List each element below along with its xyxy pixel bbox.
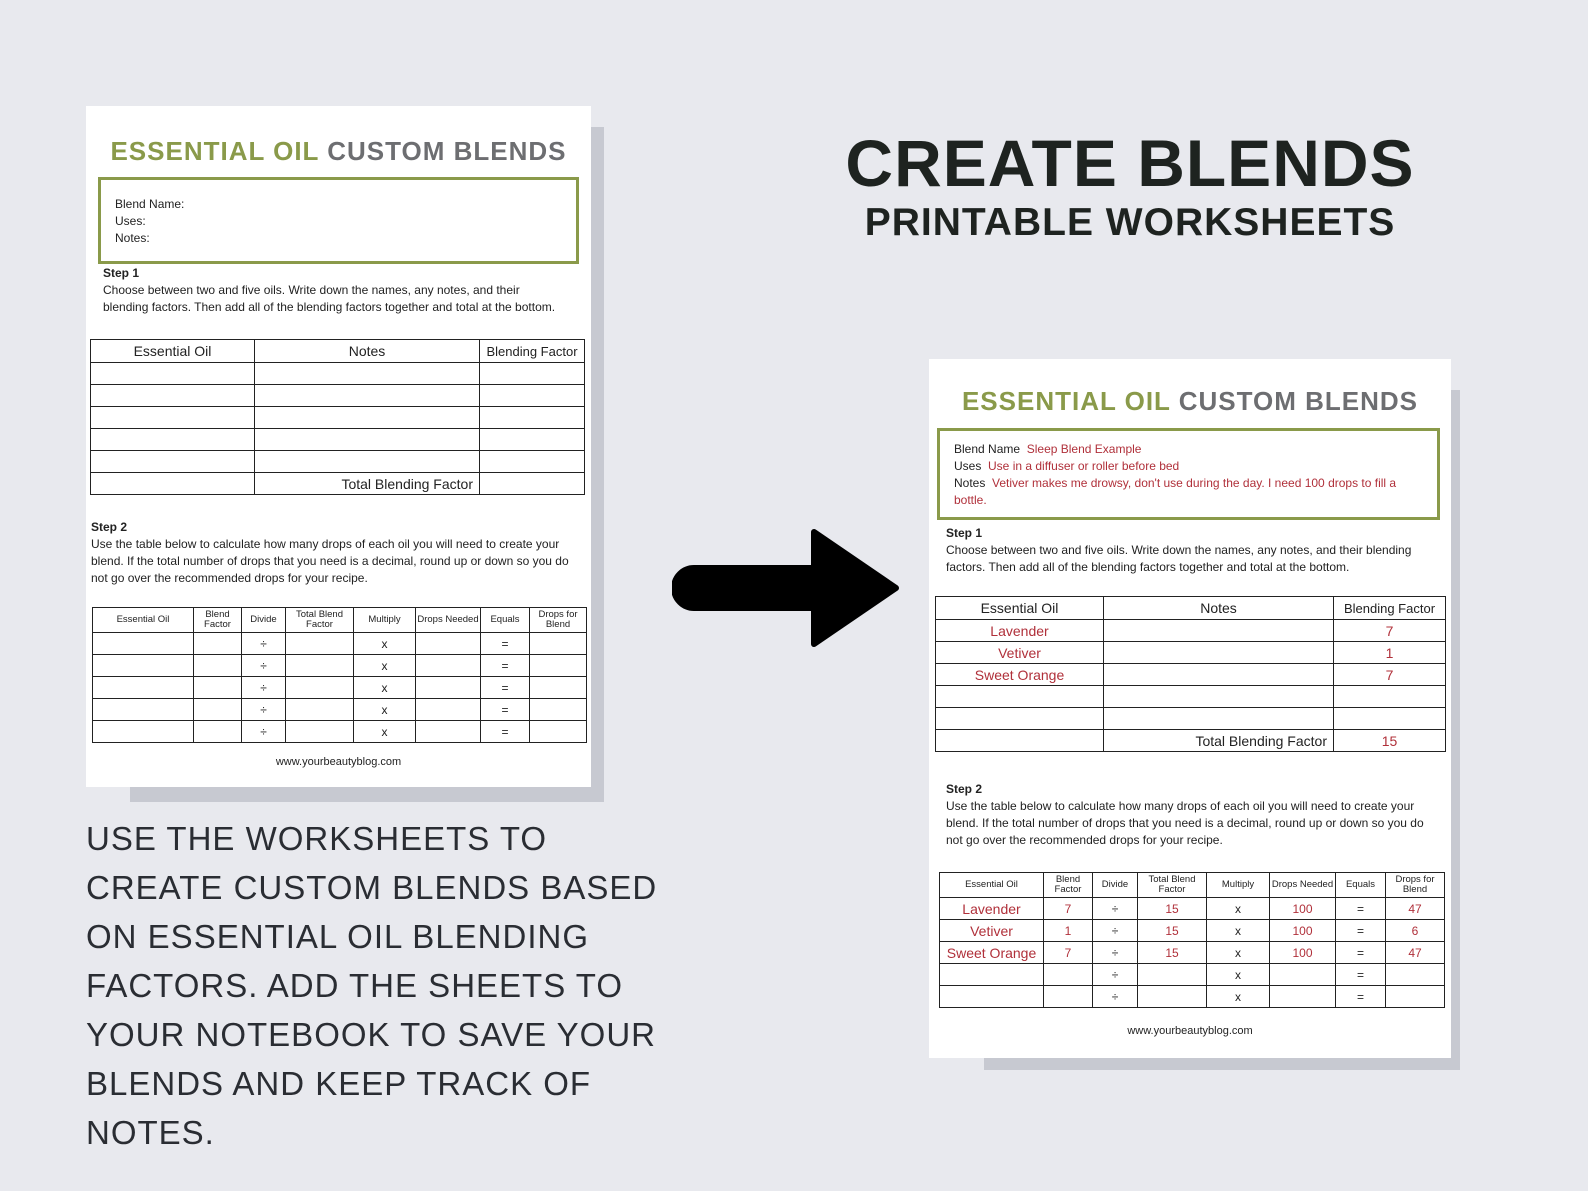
col-total-blend-factor: Total Blend Factor bbox=[1138, 873, 1207, 898]
blend-name-label: Blend Name bbox=[954, 442, 1021, 456]
divide-sign: ÷ bbox=[242, 721, 286, 743]
divide-sign: ÷ bbox=[242, 633, 286, 655]
equals-sign: = bbox=[481, 655, 530, 677]
caption-text: USE THE WORKSHEETS TO CREATE CUSTOM BLENDS BASED ON ESSENTIAL OIL BLENDING FACTORS. ADD THE SHEETS TO YOUR NOTEBOOK TO SAVE YOUR BLENDS AND KEEP TRACK OF NOTES. bbox=[86, 820, 658, 1151]
col-blending-factor: Blending Factor bbox=[1334, 597, 1446, 620]
total-blend-factor: 15 bbox=[1138, 942, 1207, 964]
step2-text: Use the table below to calculate how many drops of each oil you will need to create your blend. If the total number of drops that you need is a decimal, round up or down so you do not go over the recommended drops for your recipe. bbox=[946, 799, 1424, 847]
blend-name-label: Blend Name: bbox=[115, 197, 185, 211]
oil-name: Sweet Orange bbox=[936, 664, 1104, 686]
divide-sign: ÷ bbox=[242, 655, 286, 677]
multiply-sign: x bbox=[354, 633, 416, 655]
col-drops-for-blend: Drops for Blend bbox=[530, 608, 587, 633]
total-blending-factor-label: Total Blending Factor bbox=[1104, 730, 1334, 752]
divide-sign: ÷ bbox=[1093, 920, 1138, 942]
step1-section bbox=[103, 265, 558, 316]
title-green: ESSENTIAL OIL bbox=[110, 136, 319, 166]
blend-factor: 7 bbox=[1044, 942, 1093, 964]
table-row bbox=[91, 407, 585, 429]
multiply-sign: x bbox=[354, 721, 416, 743]
step1-label: Step 1 bbox=[946, 526, 983, 540]
title-grey: CUSTOM BLENDS bbox=[1178, 386, 1419, 416]
table-row bbox=[936, 620, 1446, 642]
title-green: ESSENTIAL OIL bbox=[961, 386, 1171, 416]
col-divide: Divide bbox=[242, 608, 286, 633]
drops-for-blend: 47 bbox=[1386, 898, 1445, 920]
drops-for-blend: 6 bbox=[1386, 920, 1445, 942]
blend-info-box bbox=[98, 177, 579, 264]
drops-needed: 100 bbox=[1270, 920, 1336, 942]
table-row bbox=[940, 986, 1445, 1008]
table-row bbox=[936, 642, 1446, 664]
table-row bbox=[91, 429, 585, 451]
table-row bbox=[93, 633, 587, 655]
oil-name: Vetiver bbox=[936, 642, 1104, 664]
equals-sign: = bbox=[481, 721, 530, 743]
table-row bbox=[93, 721, 587, 743]
website-url: www.yourbeautyblog.com bbox=[1127, 1025, 1253, 1037]
col-divide: Divide bbox=[1093, 873, 1138, 898]
drops-needed: 100 bbox=[1270, 898, 1336, 920]
oil-name: Vetiver bbox=[940, 920, 1044, 942]
step1-text: Choose between two and five oils. Write down the names, any notes, and their blending factors. Then add all of the blending factors together and total at the bottom. bbox=[946, 543, 1412, 574]
worksheet-title bbox=[86, 136, 591, 167]
headline bbox=[820, 126, 1440, 246]
col-essential-oil: Essential Oil bbox=[936, 597, 1104, 620]
total-blend-factor: 15 bbox=[1138, 898, 1207, 920]
col-drops-needed: Drops Needed bbox=[416, 608, 481, 633]
step2-label: Step 2 bbox=[91, 520, 128, 534]
col-multiply: Multiply bbox=[1207, 873, 1270, 898]
right-arrow-icon bbox=[672, 526, 902, 651]
blending-factor-table bbox=[935, 596, 1446, 752]
col-multiply: Multiply bbox=[354, 608, 416, 633]
equals-sign: = bbox=[1336, 986, 1386, 1008]
divide-sign: ÷ bbox=[1093, 942, 1138, 964]
equals-sign: = bbox=[1336, 964, 1386, 986]
drops-for-blend: 47 bbox=[1386, 942, 1445, 964]
notes-value: Vetiver makes me drowsy, don't use during the day. I need 100 drops to fill a bottle. bbox=[954, 476, 1397, 507]
table-row bbox=[93, 699, 587, 721]
blend-factor: 1 bbox=[1044, 920, 1093, 942]
col-essential-oil: Essential Oil bbox=[940, 873, 1044, 898]
step1-label: Step 1 bbox=[103, 266, 140, 280]
table-row bbox=[91, 451, 585, 473]
table-row bbox=[936, 686, 1446, 708]
col-equals: Equals bbox=[1336, 873, 1386, 898]
table-row bbox=[936, 708, 1446, 730]
total-factor-value: 15 bbox=[1334, 730, 1446, 752]
col-blend-factor: Blend Factor bbox=[1044, 873, 1093, 898]
table-row bbox=[940, 898, 1445, 920]
blend-info-box bbox=[937, 428, 1440, 520]
blend-name-value: Sleep Blend Example bbox=[1026, 442, 1142, 456]
equals-sign: = bbox=[1336, 942, 1386, 964]
step1-section bbox=[946, 525, 1416, 576]
table-row bbox=[93, 677, 587, 699]
title-grey: CUSTOM BLENDS bbox=[327, 136, 567, 166]
blend-factor: 7 bbox=[1044, 898, 1093, 920]
oil-name: Lavender bbox=[940, 898, 1044, 920]
step2-text: Use the table below to calculate how many drops of each oil you will need to create your blend. If the total number of drops that you need is a decimal, round up or down so you do not go over the recommended drops for your recipe. bbox=[91, 537, 569, 585]
table-row bbox=[91, 385, 585, 407]
oil-name: Lavender bbox=[936, 620, 1104, 642]
worksheet-page bbox=[86, 106, 591, 787]
multiply-sign: x bbox=[1207, 964, 1270, 986]
col-essential-oil: Essential Oil bbox=[91, 340, 255, 363]
equals-sign: = bbox=[481, 677, 530, 699]
equals-sign: = bbox=[481, 699, 530, 721]
website-url: www.yourbeautyblog.com bbox=[275, 756, 402, 768]
headline-subtitle: PRINTABLE WORKSHEETS bbox=[864, 201, 1396, 244]
table-row bbox=[936, 664, 1446, 686]
col-drops-for-blend: Drops for Blend bbox=[1386, 873, 1445, 898]
multiply-sign: x bbox=[1207, 942, 1270, 964]
col-essential-oil: Essential Oil bbox=[93, 608, 194, 633]
total-row bbox=[936, 730, 1446, 752]
uses-value: Use in a diffuser or roller before bed bbox=[988, 459, 1180, 473]
divide-sign: ÷ bbox=[1093, 986, 1138, 1008]
step2-section bbox=[946, 781, 1436, 849]
divide-sign: ÷ bbox=[1093, 898, 1138, 920]
col-blending-factor: Blending Factor bbox=[480, 340, 585, 363]
blending-factor-table bbox=[90, 339, 585, 495]
col-total-blend-factor: Total Blend Factor bbox=[286, 608, 354, 633]
col-drops-needed: Drops Needed bbox=[1270, 873, 1336, 898]
step1-text: Choose between two and five oils. Write down the names, any notes, and their blending factors. Then add all of the blending factors together and total at the bottom. bbox=[103, 283, 556, 314]
col-notes: Notes bbox=[255, 340, 480, 363]
equals-sign: = bbox=[1336, 898, 1386, 920]
notes-label: Notes: bbox=[115, 231, 150, 245]
drops-needed: 100 bbox=[1270, 942, 1336, 964]
oil-factor: 1 bbox=[1334, 642, 1446, 664]
headline-title: CREATE BLENDS bbox=[845, 126, 1415, 200]
step2-section bbox=[91, 519, 587, 587]
multiply-sign: x bbox=[1207, 986, 1270, 1008]
col-notes: Notes bbox=[1104, 597, 1334, 620]
equals-sign: = bbox=[481, 633, 530, 655]
notes-label: Notes bbox=[954, 476, 986, 490]
total-row bbox=[91, 473, 585, 495]
multiply-sign: x bbox=[1207, 898, 1270, 920]
worksheet-page bbox=[929, 359, 1451, 1058]
table-row bbox=[91, 363, 585, 385]
equals-sign: = bbox=[1336, 920, 1386, 942]
total-blend-factor: 15 bbox=[1138, 920, 1207, 942]
col-equals: Equals bbox=[481, 608, 530, 633]
table-row bbox=[940, 942, 1445, 964]
multiply-sign: x bbox=[354, 677, 416, 699]
multiply-sign: x bbox=[1207, 920, 1270, 942]
drops-calculation-table bbox=[939, 872, 1445, 1008]
divide-sign: ÷ bbox=[1093, 964, 1138, 986]
multiply-sign: x bbox=[354, 699, 416, 721]
worksheet-title bbox=[929, 386, 1451, 417]
uses-label: Uses: bbox=[115, 214, 146, 228]
drops-calculation-table bbox=[92, 607, 587, 743]
divide-sign: ÷ bbox=[242, 699, 286, 721]
oil-factor: 7 bbox=[1334, 620, 1446, 642]
col-blend-factor: Blend Factor bbox=[194, 608, 242, 633]
uses-label: Uses bbox=[954, 459, 982, 473]
table-row bbox=[93, 655, 587, 677]
table-row bbox=[940, 964, 1445, 986]
table-row bbox=[940, 920, 1445, 942]
oil-factor: 7 bbox=[1334, 664, 1446, 686]
divide-sign: ÷ bbox=[242, 677, 286, 699]
oil-name: Sweet Orange bbox=[940, 942, 1044, 964]
step2-label: Step 2 bbox=[946, 782, 983, 796]
total-blending-factor-label: Total Blending Factor bbox=[255, 473, 480, 495]
multiply-sign: x bbox=[354, 655, 416, 677]
